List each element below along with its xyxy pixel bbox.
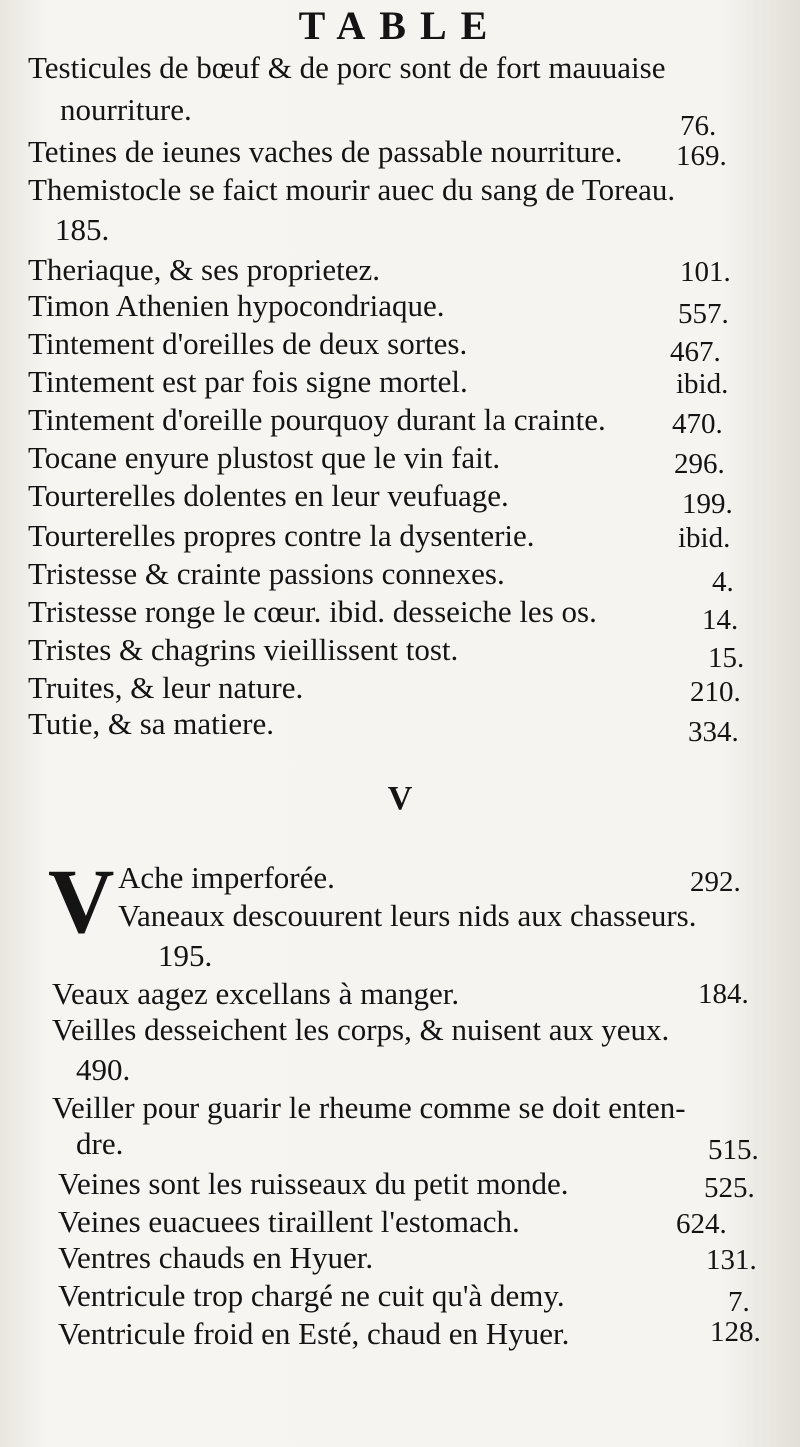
- page-reference: 210.: [690, 676, 741, 708]
- index-entry: [118, 898, 697, 934]
- index-entry-continuation: [55, 212, 109, 248]
- entry-text: Tintement est par fois signe mortel.: [28, 364, 468, 399]
- entry-text: Tocane enyure plustost que le vin fait.: [28, 440, 501, 475]
- page-reference: 467.: [670, 336, 721, 368]
- index-entry: [28, 670, 303, 706]
- page-reference: 624.: [676, 1208, 727, 1240]
- page-reference: 131.: [706, 1244, 757, 1276]
- index-entry: [28, 326, 467, 362]
- section-heading: V: [387, 780, 413, 817]
- entry-continuation: 490.: [76, 1052, 131, 1087]
- entry-text: Ventres chauds en Hyuer.: [58, 1240, 374, 1275]
- index-entry: [118, 860, 335, 896]
- index-entry-continuation: [76, 1126, 123, 1162]
- page-reference: 14.: [702, 604, 739, 636]
- index-entry: [28, 632, 458, 668]
- index-entry: [52, 976, 459, 1012]
- index-entry-continuation: [158, 938, 212, 974]
- entry-text: Veines sont les ruisseaux du petit monde.: [58, 1166, 569, 1201]
- page-reference: 76.: [680, 110, 717, 142]
- index-entry: [28, 252, 380, 288]
- page-reference: 15.: [708, 642, 745, 674]
- index-entry: [28, 478, 509, 514]
- page-reference: 128.: [710, 1316, 761, 1348]
- index-entry: [52, 1012, 669, 1048]
- entry-text: Tristesse ronge le cœur. ibid. desseiche les os.: [28, 594, 597, 629]
- index-entry: [58, 1278, 565, 1314]
- entry-continuation: 195.: [158, 938, 213, 973]
- entry-text: Truites, & leur nature.: [28, 670, 304, 705]
- entry-text: Tristes & chagrins vieillissent tost.: [28, 632, 459, 667]
- entry-text: Veines euacuees tiraillent l'estomach.: [58, 1204, 520, 1239]
- page-reference: 557.: [678, 298, 729, 330]
- index-entry: [58, 1166, 569, 1202]
- entry-text: Veaux aagez excellans à manger.: [52, 976, 460, 1011]
- entry-text: Tintement d'oreille pourquoy durant la crainte.: [28, 402, 606, 437]
- page-reference: 334.: [688, 716, 739, 748]
- page-header: TABLE: [298, 3, 502, 48]
- index-entry: [28, 440, 500, 476]
- index-entry: [28, 172, 675, 208]
- index-entry: [28, 402, 606, 438]
- drop-cap-initial: V: [48, 850, 115, 952]
- entry-text: Ventricule trop chargé ne cuit qu'à demy.: [58, 1278, 565, 1313]
- entry-text: Tourterelles dolentes en leur veufuage.: [28, 478, 509, 513]
- entry-text: Veilles desseichent les corps, & nuisent aux yeux.: [52, 1012, 670, 1047]
- index-entry: [58, 1204, 520, 1240]
- entry-text: Themistocle se faict mourir auec du sang de Toreau.: [28, 172, 676, 207]
- index-entry-continuation: [76, 1052, 130, 1088]
- entry-continuation: nourriture.: [60, 92, 192, 127]
- index-entry-continuation: [60, 92, 192, 128]
- page-reference: 101.: [680, 256, 731, 288]
- index-entry: [28, 556, 505, 592]
- entry-text: Tintement d'oreilles de deux sortes.: [28, 326, 468, 361]
- index-entry: [28, 134, 622, 170]
- page-reference: 169.: [676, 140, 727, 172]
- entry-text: Theriaque, & ses proprietez.: [28, 252, 381, 287]
- entry-continuation: dre.: [76, 1126, 124, 1161]
- page-reference: 184.: [698, 978, 749, 1010]
- page-reference: ibid.: [676, 368, 729, 400]
- entry-text: Tutie, & sa matiere.: [28, 706, 274, 741]
- index-entry: [28, 50, 665, 86]
- entry-text: Timon Athenien hypocondriaque.: [28, 288, 445, 323]
- page-reference: 515.: [708, 1134, 759, 1166]
- page-reference: 296.: [674, 448, 725, 480]
- page-reference: 470.: [672, 408, 723, 440]
- entry-text: Veiller pour guarir le rheume comme se doit enten-: [52, 1090, 686, 1125]
- index-entry: [28, 288, 444, 324]
- entry-text: Testicules de bœuf & de porc sont de fort mauuaise: [28, 50, 666, 85]
- page-reference: ibid.: [678, 522, 731, 554]
- entry-text: Tetines de ieunes vaches de passable nourriture.: [28, 134, 623, 169]
- page-reference: 525.: [704, 1172, 755, 1204]
- page-reference: 199.: [682, 488, 733, 520]
- entry-text: Vaneaux descouurent leurs nids aux chasseurs.: [118, 898, 697, 933]
- entry-text: Tourterelles propres contre la dysenterie.: [28, 518, 535, 553]
- index-entry: [28, 706, 274, 742]
- entry-text: Ventricule froid en Esté, chaud en Hyuer.: [58, 1316, 570, 1351]
- index-entry: [28, 364, 468, 400]
- page-reference: 7.: [728, 1286, 750, 1318]
- entry-text: Ache imperforée.: [118, 860, 335, 895]
- entry-text: Tristesse & crainte passions connexes.: [28, 556, 505, 591]
- index-entry: [52, 1090, 686, 1126]
- index-entry: [58, 1316, 569, 1352]
- entry-continuation: 185.: [55, 212, 110, 247]
- index-entry: [58, 1240, 373, 1276]
- index-entry: [28, 594, 597, 630]
- page-reference: 292.: [690, 866, 741, 898]
- page-reference: 4.: [712, 566, 734, 598]
- index-entry: [28, 518, 535, 554]
